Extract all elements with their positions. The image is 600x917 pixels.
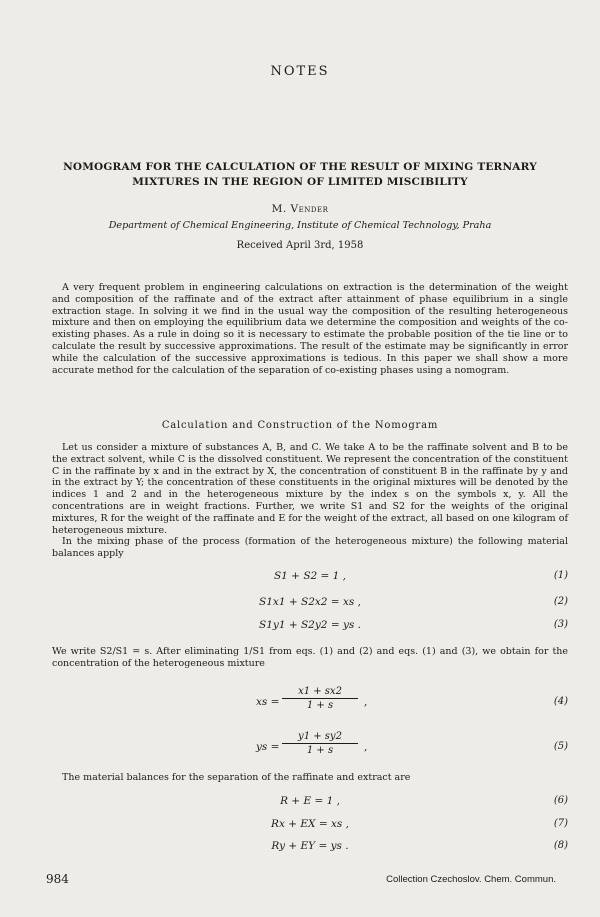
equation-4-denominator: 1 + s (306, 700, 334, 711)
body-paragraph-1 (52, 442, 568, 536)
abstract-paragraph (52, 282, 568, 376)
equation-5-denominator: 1 + s (306, 745, 334, 756)
author: M. Vender (271, 203, 329, 215)
equation-5-lhs: ys = (256, 741, 280, 753)
equation-1 (52, 570, 568, 590)
fraction-bar (282, 743, 358, 744)
equation-5-comma: , (364, 741, 368, 753)
equation-4-number: (4) (553, 696, 568, 707)
equation-8-expr: Ry + EY = ys . (271, 840, 349, 852)
equation-7-number: (7) (553, 818, 568, 829)
equation-7 (52, 818, 568, 838)
equation-5 (52, 731, 568, 767)
equation-2-number: (2) (553, 596, 568, 607)
fraction-bar (282, 698, 358, 699)
title-line-2: MIXTURES IN THE REGION OF LIMITED MISCIBILITY (132, 176, 468, 188)
equation-2-expr: S1x1 + S2x2 = xs , (259, 596, 361, 608)
equation-3-number: (3) (553, 619, 568, 630)
equation-5-number: (5) (553, 741, 568, 752)
page-number: 984 (46, 872, 69, 886)
running-head: NOTES (270, 64, 330, 79)
equation-5-fraction (282, 731, 358, 756)
paragraph-4-text: The material balances for the separation of the raffinate and extract are (62, 772, 411, 783)
affiliation: Department of Chemical Engineering, Institute of Chemical Technology, Praha (108, 220, 492, 231)
title-line-1: NOMOGRAM FOR THE CALCULATION OF THE RESULT OF MIXING TERNARY (63, 161, 537, 173)
body-paragraph-2 (52, 536, 568, 560)
paragraph-2-text: In the mixing phase of the process (formation of the heterogeneous mixture) the following material balances apply (52, 536, 568, 559)
equation-1-number: (1) (553, 570, 568, 581)
equation-4-lhs: xs = (256, 696, 280, 708)
equation-1-expr: S1 + S2 = 1 , (273, 570, 347, 582)
equation-4 (52, 686, 568, 722)
equation-4-comma: , (364, 696, 368, 708)
equation-6 (52, 795, 568, 815)
body-paragraph-4 (52, 772, 568, 784)
abstract-text: A very frequent problem in engineering calculations on extraction is the determination of the weight and composition of the raffinate and of the extract after attainment of phase equilibrium in a single extraction stage. In solving it we find in the usual way the composition of the resulting heterogeneous mixture and then on employing the equilibrium data we determine the composition and weights of the co-existing phases. As a rule in doing so it is necessary to estimate the probable position of the tie line or to calculate the result by successive approximations. The result of the estimate may be significantly in error while the calculation of the successive approximations is tedious. In this paper we shall show a more accurate method for the calculation of the separation of co-existing phases using a nomogram. (52, 282, 568, 376)
equation-8 (52, 840, 568, 860)
paragraph-1-text: Let us consider a mixture of substances A, B, and C. We take A to be the raffinate solvent and B to be the extract solvent, while C is the dissolved constituent. We represent the concentration of the constituent C in the raffinate by x and in the extract by X, the concentration of constituent B in the raffinate by y and in the extract by Y; the concentration of these constituents in the original mixtures will be denoted by the indices 1 and 2 and in the heterogeneous mixture by the index s on the symbols x, y. All the concentrations are in weight fractions. Further, we write S1 and S2 for the weights of the original mixtures, R for the weight of the raffinate and E for the weight of the extract, all based on one kilogram of heterogeneous mixture. (52, 442, 568, 536)
received-date: Received April 3rd, 1958 (236, 240, 364, 251)
equation-5-numerator: y1 + sy2 (298, 731, 342, 742)
equation-3-expr: S1y1 + S2y2 = ys . (259, 619, 361, 631)
section-heading: Calculation and Construction of the Nomogram (161, 420, 439, 431)
equation-7-expr: Rx + EX = xs , (271, 818, 349, 830)
paragraph-3-text: We write S2/S1 = s. After eliminating 1/S1 from eqs. (1) and (2) and eqs. (1) and (3), we obtain for the concentration of the heterogeneous mixture (52, 646, 568, 669)
equation-6-expr: R + E = 1 , (280, 795, 340, 807)
equation-6-number: (6) (553, 795, 568, 806)
equation-4-fraction (282, 686, 358, 711)
equation-8-number: (8) (553, 840, 568, 851)
body-paragraph-3 (52, 646, 568, 670)
equation-4-numerator: x1 + sx2 (298, 686, 342, 697)
equation-2 (52, 596, 568, 616)
equation-3 (52, 619, 568, 639)
article-title (40, 160, 560, 190)
journal-name: Collection Czechoslov. Chem. Commun. (386, 874, 556, 885)
